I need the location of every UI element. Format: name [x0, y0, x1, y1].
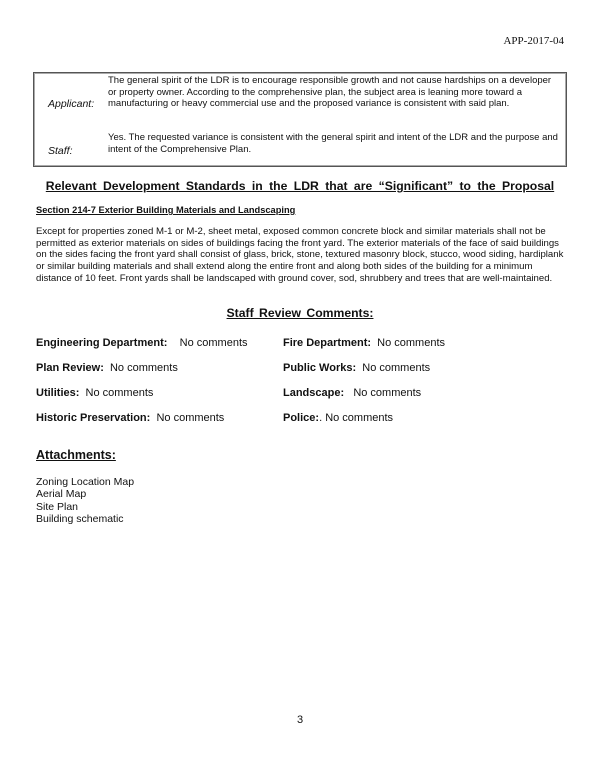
comment-fire: Fire Department: No comments: [283, 337, 446, 349]
attachment-item: Site Plan: [36, 501, 79, 513]
attachment-item: Building schematic: [36, 513, 124, 525]
comment-landscape: Landscape: No comments: [283, 387, 422, 399]
staff-text: Yes. The requested variance is consistent with the general spirit and intent of the LDR and the purpose and intent of the Comprehensive Plan.: [108, 132, 558, 155]
comment-utilities: Utilities: No comments: [36, 387, 154, 399]
review-heading: Staff Review Comments:: [226, 306, 374, 320]
staff-label: Staff:: [48, 145, 73, 157]
document-id: APP-2017-04: [503, 35, 564, 47]
attachment-item: Zoning Location Map: [36, 476, 135, 488]
attachments-heading: Attachments:: [36, 448, 116, 462]
comment-public-works: Public Works: No comments: [283, 362, 431, 374]
section-text: Except for properties zoned M-1 or M-2, sheet metal, exposed common concrete block and similar materials shall not be permitted as exterior materials on sides of buildings facing the front yard. The exterior materials of the face of said buildings on the sides facing the front yard shall consist of glass, brick, stone, textured masonry block, stucco, wood siding, hardiplank or similar building materials and shall extend along the entire front and along both sides of the building for a minimum distance of 10 feet. Front yards shall be landscaped with ground cover, sod, shrubbery and trees that are well-maintained.: [36, 226, 564, 284]
section-title: Section 214-7 Exterior Building Materials and Landscaping: [36, 205, 296, 215]
attachment-item: Aerial Map: [36, 488, 87, 500]
consistency-box: [33, 72, 567, 167]
applicant-text: The general spirit of the LDR is to encourage responsible growth and not cause hardships on a developer or property owner. According to the comprehensive plan, the subject area is leaning more toward a manufacturing or heavy commercial use and the proposed variance is consistent with said plan.: [108, 75, 552, 110]
page-number: 3: [296, 714, 304, 726]
applicant-label: Applicant:: [48, 98, 95, 110]
standards-heading: Relevant Development Standards in the LDR that are “Significant” to the Proposal: [45, 179, 555, 193]
comment-plan-review: Plan Review: No comments: [36, 362, 178, 374]
comment-engineering: Engineering Department: No comments: [36, 337, 248, 349]
comment-historic: Historic Preservation: No comments: [36, 412, 225, 424]
comment-police: Police:. No comments: [283, 412, 394, 424]
